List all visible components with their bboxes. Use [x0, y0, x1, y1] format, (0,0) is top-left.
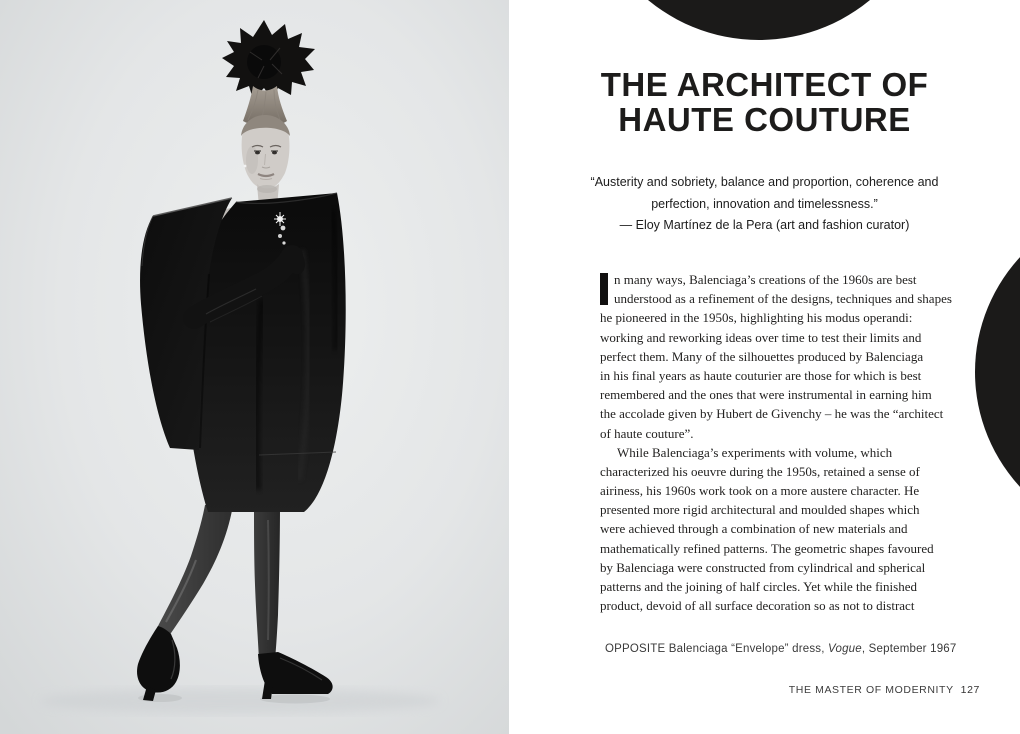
body-line: of haute couture”. [600, 425, 694, 441]
page-number: 127 [960, 684, 980, 696]
pull-quote-text [509, 172, 1020, 215]
body-line: the accolade given by Hubert de Givenchy – he was the “architect [600, 406, 944, 422]
body-line: understood as a refinement of the designs, techniques and shapes [614, 291, 952, 307]
chapter-title-line: THE ARCHITECT OF [600, 66, 929, 103]
dropcap-bar [600, 273, 608, 305]
pull-quote [509, 172, 1020, 237]
body-line: were achieved through a combination of new materials and [600, 521, 908, 537]
left-page [0, 0, 509, 734]
body-line: working and reworking ideas over time to test their limits and [600, 329, 922, 345]
body-line: perfect them. Many of the silhouettes produced by Balenciaga [600, 348, 924, 364]
running-footer [789, 684, 980, 696]
earring [244, 165, 247, 168]
body-line: product, devoid of all surface decoration so as not to distract [600, 598, 915, 614]
chapter-title-line: HAUTE COUTURE [618, 101, 911, 138]
body-line: airiness, his 1960s work took on a more austere character. He [600, 483, 920, 499]
paragraph-1 [600, 270, 960, 443]
body-line: presented more rigid architectural and moulded shapes which [600, 502, 920, 518]
chapter-title [509, 67, 1020, 137]
pull-quote-line: perfection, innovation and timelessness.” [651, 196, 878, 211]
decorative-circle-right [975, 203, 1020, 541]
body-line: he pioneered in the 1950s, highlighting his modus operandi: [600, 310, 913, 326]
decorative-circle-top [585, 0, 933, 40]
fashion-photograph [0, 0, 509, 734]
photo-caption [605, 643, 956, 655]
right-page [509, 0, 1020, 734]
body-line: by Balenciaga were constructed from cylindrical and spherical [600, 559, 926, 575]
caption-italic-text: Vogue [828, 643, 862, 655]
body-line: in his final years as haute couturier are those for which is best [600, 367, 922, 383]
body-line: remembered and the ones that were instrumental in earning him [600, 387, 932, 403]
body-line: patterns and the joining of half circles. Yet while the finished [600, 579, 917, 594]
body-text [600, 270, 960, 615]
body-line: While Balenciaga’s experiments with volume, which [617, 444, 893, 460]
body-line: n many ways, Balenciaga’s creations of the 1960s are best [614, 272, 917, 287]
paragraph-2 [600, 443, 960, 616]
pull-quote-attribution: — Eloy Martínez de la Pera (art and fashion curator) [619, 218, 910, 232]
running-head: THE MASTER OF MODERNITY [788, 684, 954, 696]
body-line: characterized his oeuvre during the 1950s, retained a sense of [600, 463, 920, 479]
caption-label: OPPOSITE [605, 643, 666, 655]
caption-text-after: , September 1967 [861, 643, 957, 655]
body-line: mathematically refined patterns. The geometric shapes favoured [600, 540, 934, 556]
pull-quote-line: “Austerity and sobriety, balance and proportion, coherence and [590, 175, 939, 189]
caption-text: Balenciaga “Envelope” dress, [665, 643, 829, 655]
